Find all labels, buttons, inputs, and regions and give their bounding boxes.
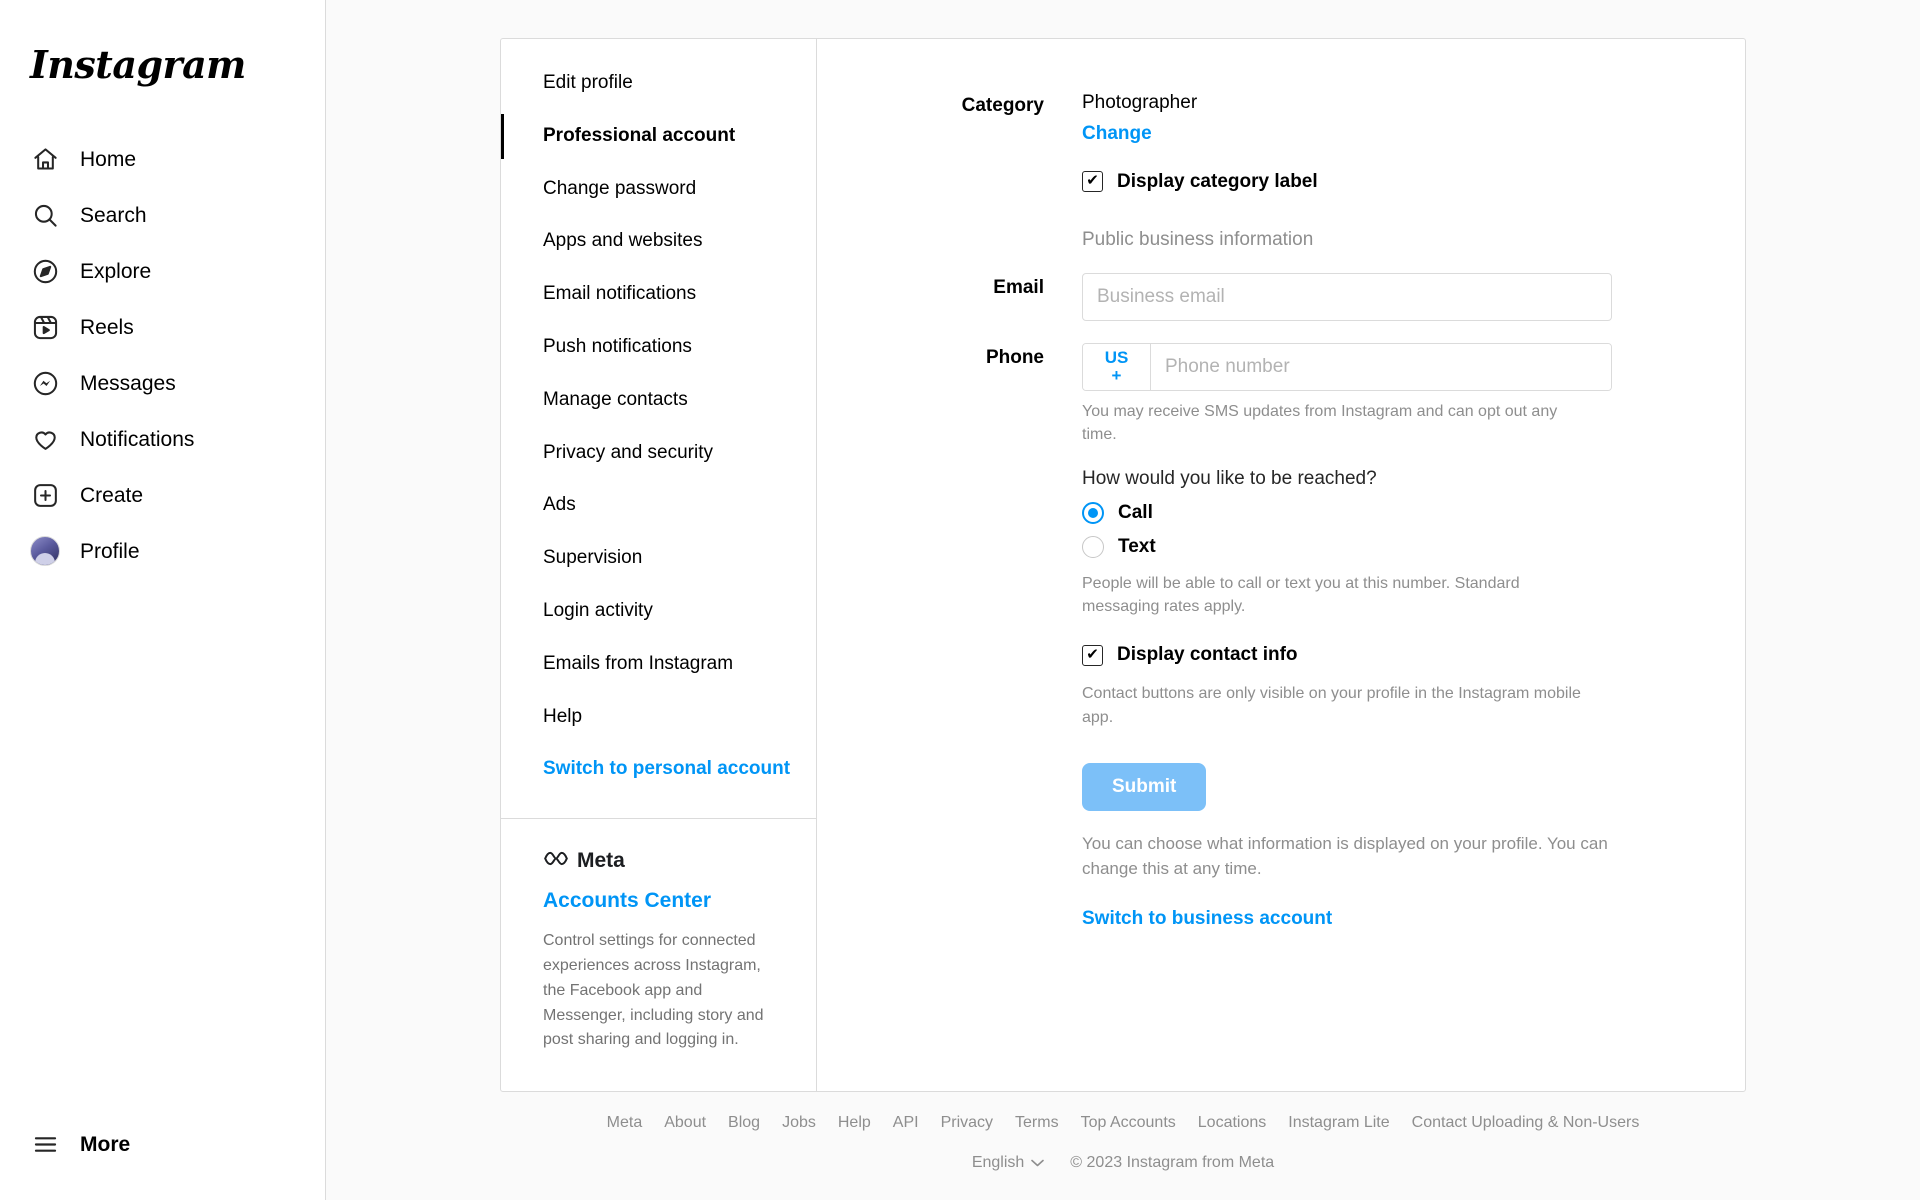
settings-nav-item-professional-account[interactable]: Professional account — [501, 110, 816, 163]
phone-body — [1082, 343, 1742, 930]
footer-link-terms[interactable]: Terms — [1015, 1114, 1059, 1131]
display-category-label-row[interactable] — [1082, 171, 1612, 193]
text-label: Text — [1118, 536, 1156, 558]
hamburger-icon — [30, 1129, 60, 1159]
meta-block — [501, 819, 816, 1053]
display-contact-info-row[interactable] — [1082, 644, 1612, 666]
language-label: English — [971, 1154, 1025, 1171]
sidebar-item-profile[interactable] — [12, 523, 313, 579]
accounts-center-link[interactable]: Accounts Center — [543, 889, 712, 913]
meta-logo — [543, 849, 774, 873]
meta-description: Control settings for connected experiences across Instagram, the Facebook app and Messenger, including story and post sharing and logging in. — [543, 932, 764, 1049]
footer-link-jobs[interactable]: Jobs — [782, 1114, 816, 1131]
display-contact-info-checkbox[interactable]: ✔ — [1082, 645, 1103, 666]
reach-question: How would you like to be reached? — [1082, 468, 1377, 490]
language-selector[interactable] — [972, 1154, 1044, 1172]
settings-nav-item-login-activity[interactable]: Login activity — [543, 599, 653, 621]
category-row — [817, 91, 1745, 251]
page-footer — [326, 1114, 1920, 1172]
country-code-label: US — [1104, 347, 1129, 367]
country-code-selector[interactable] — [1083, 344, 1151, 390]
settings-nav-item-manage-contacts[interactable]: Manage contacts — [543, 388, 688, 410]
sidebar-item-more[interactable] — [12, 1116, 313, 1172]
sidebar-item-label-profile: Profile — [80, 539, 140, 563]
settings-nav-item-change-password[interactable]: Change password — [543, 177, 697, 199]
professional-account-form — [817, 39, 1745, 1091]
sidebar — [0, 0, 326, 1200]
settings-nav-item-email-notifications[interactable]: Email notifications — [543, 283, 697, 305]
text-radio[interactable] — [1082, 536, 1104, 558]
settings-nav-item-privacy-and-security[interactable]: Privacy and security — [543, 441, 714, 463]
settings-nav-item-edit-profile[interactable]: Edit profile — [543, 72, 633, 93]
sidebar-item-explore[interactable] — [12, 243, 313, 299]
footer-link-privacy[interactable]: Privacy — [940, 1114, 994, 1131]
category-value: Photographer — [1082, 92, 1198, 113]
email-input[interactable] — [1082, 273, 1612, 321]
category-body — [1082, 91, 1742, 251]
reach-option-call[interactable] — [1082, 502, 1612, 524]
footer-link-instagram-lite[interactable]: Instagram Lite — [1288, 1114, 1390, 1131]
compass-icon — [30, 256, 60, 286]
sidebar-more — [12, 1116, 313, 1172]
copyright-text: © 2023 Instagram from Meta — [1070, 1154, 1275, 1171]
change-category-link[interactable]: Change — [1082, 122, 1152, 144]
settings-nav-item-emails-from-instagram[interactable]: Emails from Instagram — [543, 652, 734, 674]
call-label: Call — [1118, 502, 1153, 524]
search-icon — [30, 200, 60, 230]
sidebar-item-messages[interactable] — [12, 355, 313, 411]
sidebar-item-label-explore: Explore — [80, 259, 152, 283]
settings-nav-item-push-notifications[interactable]: Push notifications — [543, 335, 692, 357]
public-business-information-heading: Public business information — [1082, 228, 1314, 250]
home-icon — [30, 144, 60, 174]
meta-brand-label: Meta — [577, 849, 625, 873]
meta-infinity-icon — [543, 849, 569, 873]
sidebar-item-notifications[interactable] — [12, 411, 313, 467]
footer-link-top-accounts[interactable]: Top Accounts — [1080, 1114, 1176, 1131]
settings-nav-item-apps-and-websites[interactable]: Apps and websites — [543, 230, 703, 252]
submit-button[interactable]: Submit — [1082, 763, 1206, 811]
display-category-label-text: Display category label — [1117, 170, 1318, 192]
avatar — [30, 536, 60, 566]
category-label: Category — [961, 95, 1044, 116]
reach-helper-text: People will be able to call or text you at this number. Standard messaging rates apply. — [1082, 575, 1520, 616]
submit-note: You can choose what information is displayed on your profile. You can change this at any time. — [1082, 833, 1608, 879]
footer-bottom — [326, 1154, 1920, 1172]
sidebar-item-search[interactable] — [12, 187, 313, 243]
sidebar-item-label-create: Create — [80, 483, 144, 507]
display-contact-helper-text: Contact buttons are only visible on your profile in the Instagram mobile app. — [1082, 685, 1581, 726]
instagram-logo[interactable]: Instagram — [30, 42, 246, 87]
settings-nav — [501, 39, 817, 1091]
sidebar-item-label-search: Search — [80, 203, 147, 227]
sidebar-item-label-more: More — [80, 1132, 131, 1156]
call-radio[interactable] — [1082, 502, 1104, 524]
email-row — [817, 273, 1745, 321]
switch-to-business-account-link[interactable]: Switch to business account — [1082, 907, 1333, 929]
settings-nav-item-ads[interactable]: Ads — [543, 494, 576, 516]
footer-link-about[interactable]: About — [664, 1114, 707, 1131]
display-contact-info-text: Display contact info — [1117, 644, 1298, 666]
footer-link-blog[interactable]: Blog — [728, 1114, 761, 1131]
sidebar-nav — [0, 131, 325, 579]
sidebar-item-label-messages: Messages — [80, 371, 176, 395]
sidebar-item-label-reels: Reels — [80, 315, 134, 339]
sidebar-item-reels[interactable] — [12, 299, 313, 355]
footer-link-meta[interactable]: Meta — [606, 1114, 643, 1131]
sidebar-item-home[interactable] — [12, 131, 313, 187]
plus-square-icon — [30, 480, 60, 510]
email-body — [1082, 273, 1742, 321]
phone-row — [817, 343, 1745, 930]
settings-nav-item-switch-to-personal-account[interactable]: Switch to personal account — [543, 758, 791, 780]
sidebar-item-create[interactable] — [12, 467, 313, 523]
chevron-down-icon — [1031, 1154, 1044, 1172]
heart-icon — [30, 424, 60, 454]
sidebar-item-label-notifications: Notifications — [80, 427, 195, 451]
sidebar-item-label-home: Home — [80, 147, 137, 171]
reach-option-text[interactable] — [1082, 536, 1612, 558]
settings-nav-item-supervision[interactable]: Supervision — [543, 547, 643, 569]
footer-link-api[interactable]: API — [892, 1114, 919, 1131]
settings-card — [500, 38, 1746, 1092]
reels-icon — [30, 312, 60, 342]
phone-helper-text: You may receive SMS updates from Instagram and can opt out any time. — [1082, 402, 1558, 443]
footer-link-contact-uploading[interactable]: Contact Uploading & Non-Users — [1411, 1114, 1640, 1131]
display-category-label-checkbox[interactable]: ✔ — [1082, 171, 1103, 192]
main-content — [326, 0, 1920, 1200]
settings-nav-item-help[interactable]: Help — [543, 705, 583, 727]
country-code-plus: + — [1111, 365, 1122, 385]
footer-link-help[interactable]: Help — [837, 1114, 871, 1131]
footer-link-locations[interactable]: Locations — [1197, 1114, 1267, 1131]
messenger-icon — [30, 368, 60, 398]
phone-number-input[interactable] — [1151, 344, 1611, 390]
email-label: Email — [993, 276, 1044, 298]
phone-field-group — [1082, 343, 1612, 391]
phone-label: Phone — [985, 346, 1044, 368]
footer-links — [326, 1114, 1920, 1132]
